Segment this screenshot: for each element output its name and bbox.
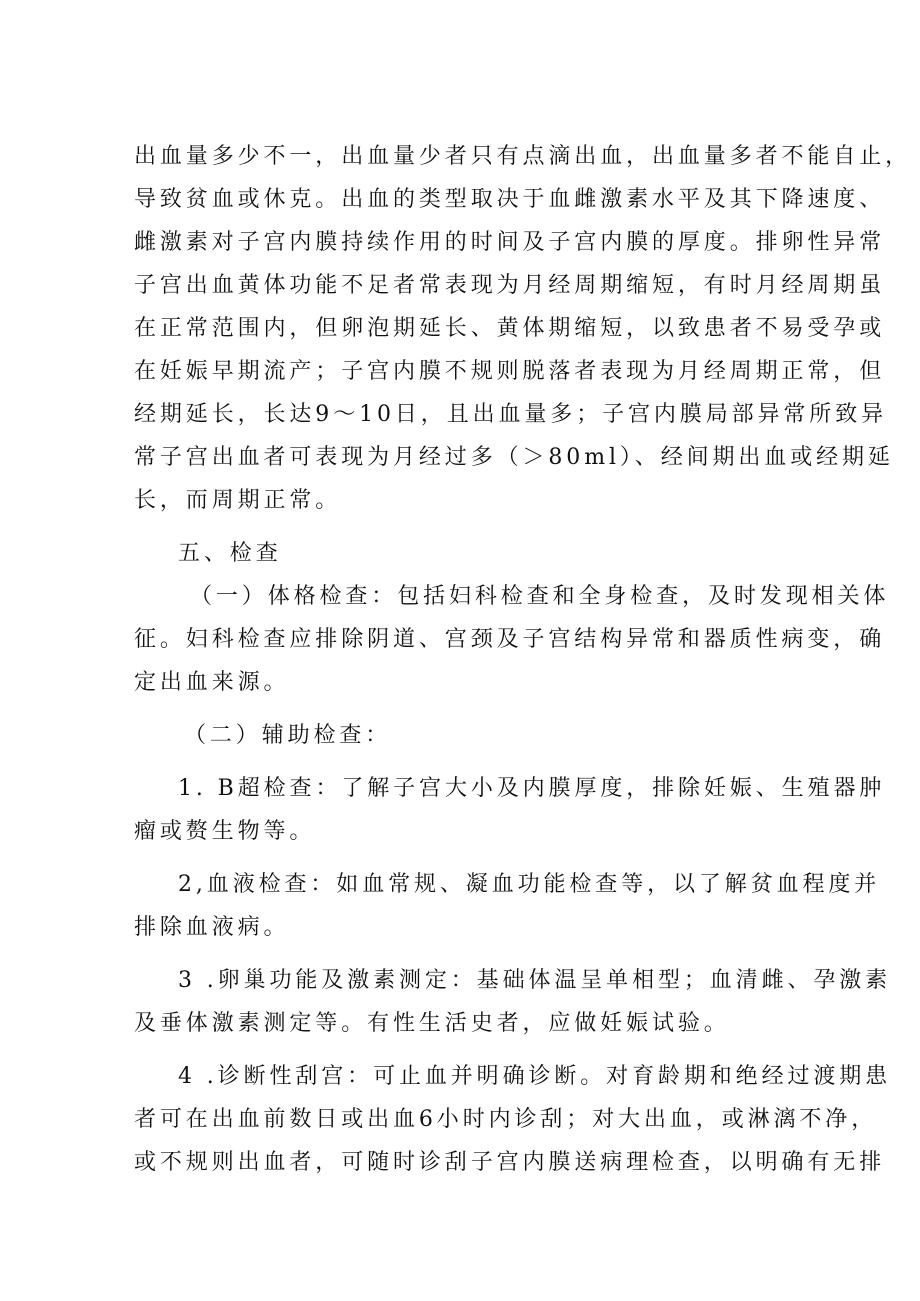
text-line: 出血量多少不一，出血量少者只有点滴出血，出血量多者不能自止，	[134, 144, 912, 169]
paragraph-bleeding-description	[134, 135, 912, 522]
text-line: 3 .卵巢功能及激素测定：基础体温呈单相型；血清雌、孕激素	[178, 968, 892, 993]
text-line: 导致贫血或休克。出血的类型取决于血雌激素水平及其下降速度、	[134, 187, 886, 212]
text-line: 或不规则出血者，可随时诊刮子宫内膜送病理检查，以明确有无排	[134, 1150, 886, 1175]
list-item-ultrasound	[134, 767, 886, 853]
text-line: 长，而周期正常。	[134, 488, 342, 513]
text-line: 者可在出血前数日或出血6小时内诊刮；对大出血，或淋漓不净，	[134, 1107, 878, 1132]
text-line: （一）体格检查：包括妇科检查和全身检查，及时发现相关体	[190, 584, 890, 609]
text-line: 排除血液病。	[134, 915, 290, 940]
text-line: 常子宫出血者可表现为月经过多（＞80ml）、经间期出血或经期延	[134, 445, 894, 470]
text-line: 2,血液检查：如血常规、凝血功能检查等，以了解贫血程度并	[178, 872, 881, 897]
subheading-auxiliary-exam: （二）辅助检查：	[184, 723, 392, 748]
list-item-hormone-test	[134, 959, 892, 1045]
text-line: 雌激素对子宫内膜持续作用的时间及子宫内膜的厚度。排卵性异常	[134, 230, 886, 255]
document-body	[134, 135, 912, 1184]
text-line: 在妊娠早期流产；子宫内膜不规则脱落者表现为月经周期正常，但	[134, 359, 886, 384]
text-line: 在正常范围内，但卵泡期延长、黄体期缩短，以致患者不易受孕或	[134, 316, 886, 341]
list-item-curettage	[134, 1055, 892, 1184]
text-line: 瘤或赘生物等。	[134, 819, 316, 844]
text-line: 子宫出血黄体功能不足者常表现为月经周期缩短，有时月经周期虽	[134, 273, 886, 298]
text-line: 及垂体激素测定等。有性生活史者，应做妊娠试验。	[134, 1011, 730, 1036]
text-line: 4 .诊断性刮宫：可止血并明确诊断。对育龄期和绝经过渡期患	[178, 1064, 892, 1089]
list-item-blood-test	[134, 863, 881, 949]
text-line: 定出血来源。	[134, 670, 290, 695]
section-heading-examination: 五、检查	[178, 541, 282, 566]
text-line: 经期延长，长达9～10日，且出血量多；子宫内膜局部异常所致异	[134, 402, 887, 427]
text-line: 征。妇科检查应排除阴道、宫颈及子宫结构异常和器质性病变，确	[134, 627, 886, 652]
paragraph-physical-exam	[134, 575, 890, 704]
text-line: 1. B超检查：了解子宫大小及内膜厚度，排除妊娠、生殖器肿	[178, 776, 886, 801]
